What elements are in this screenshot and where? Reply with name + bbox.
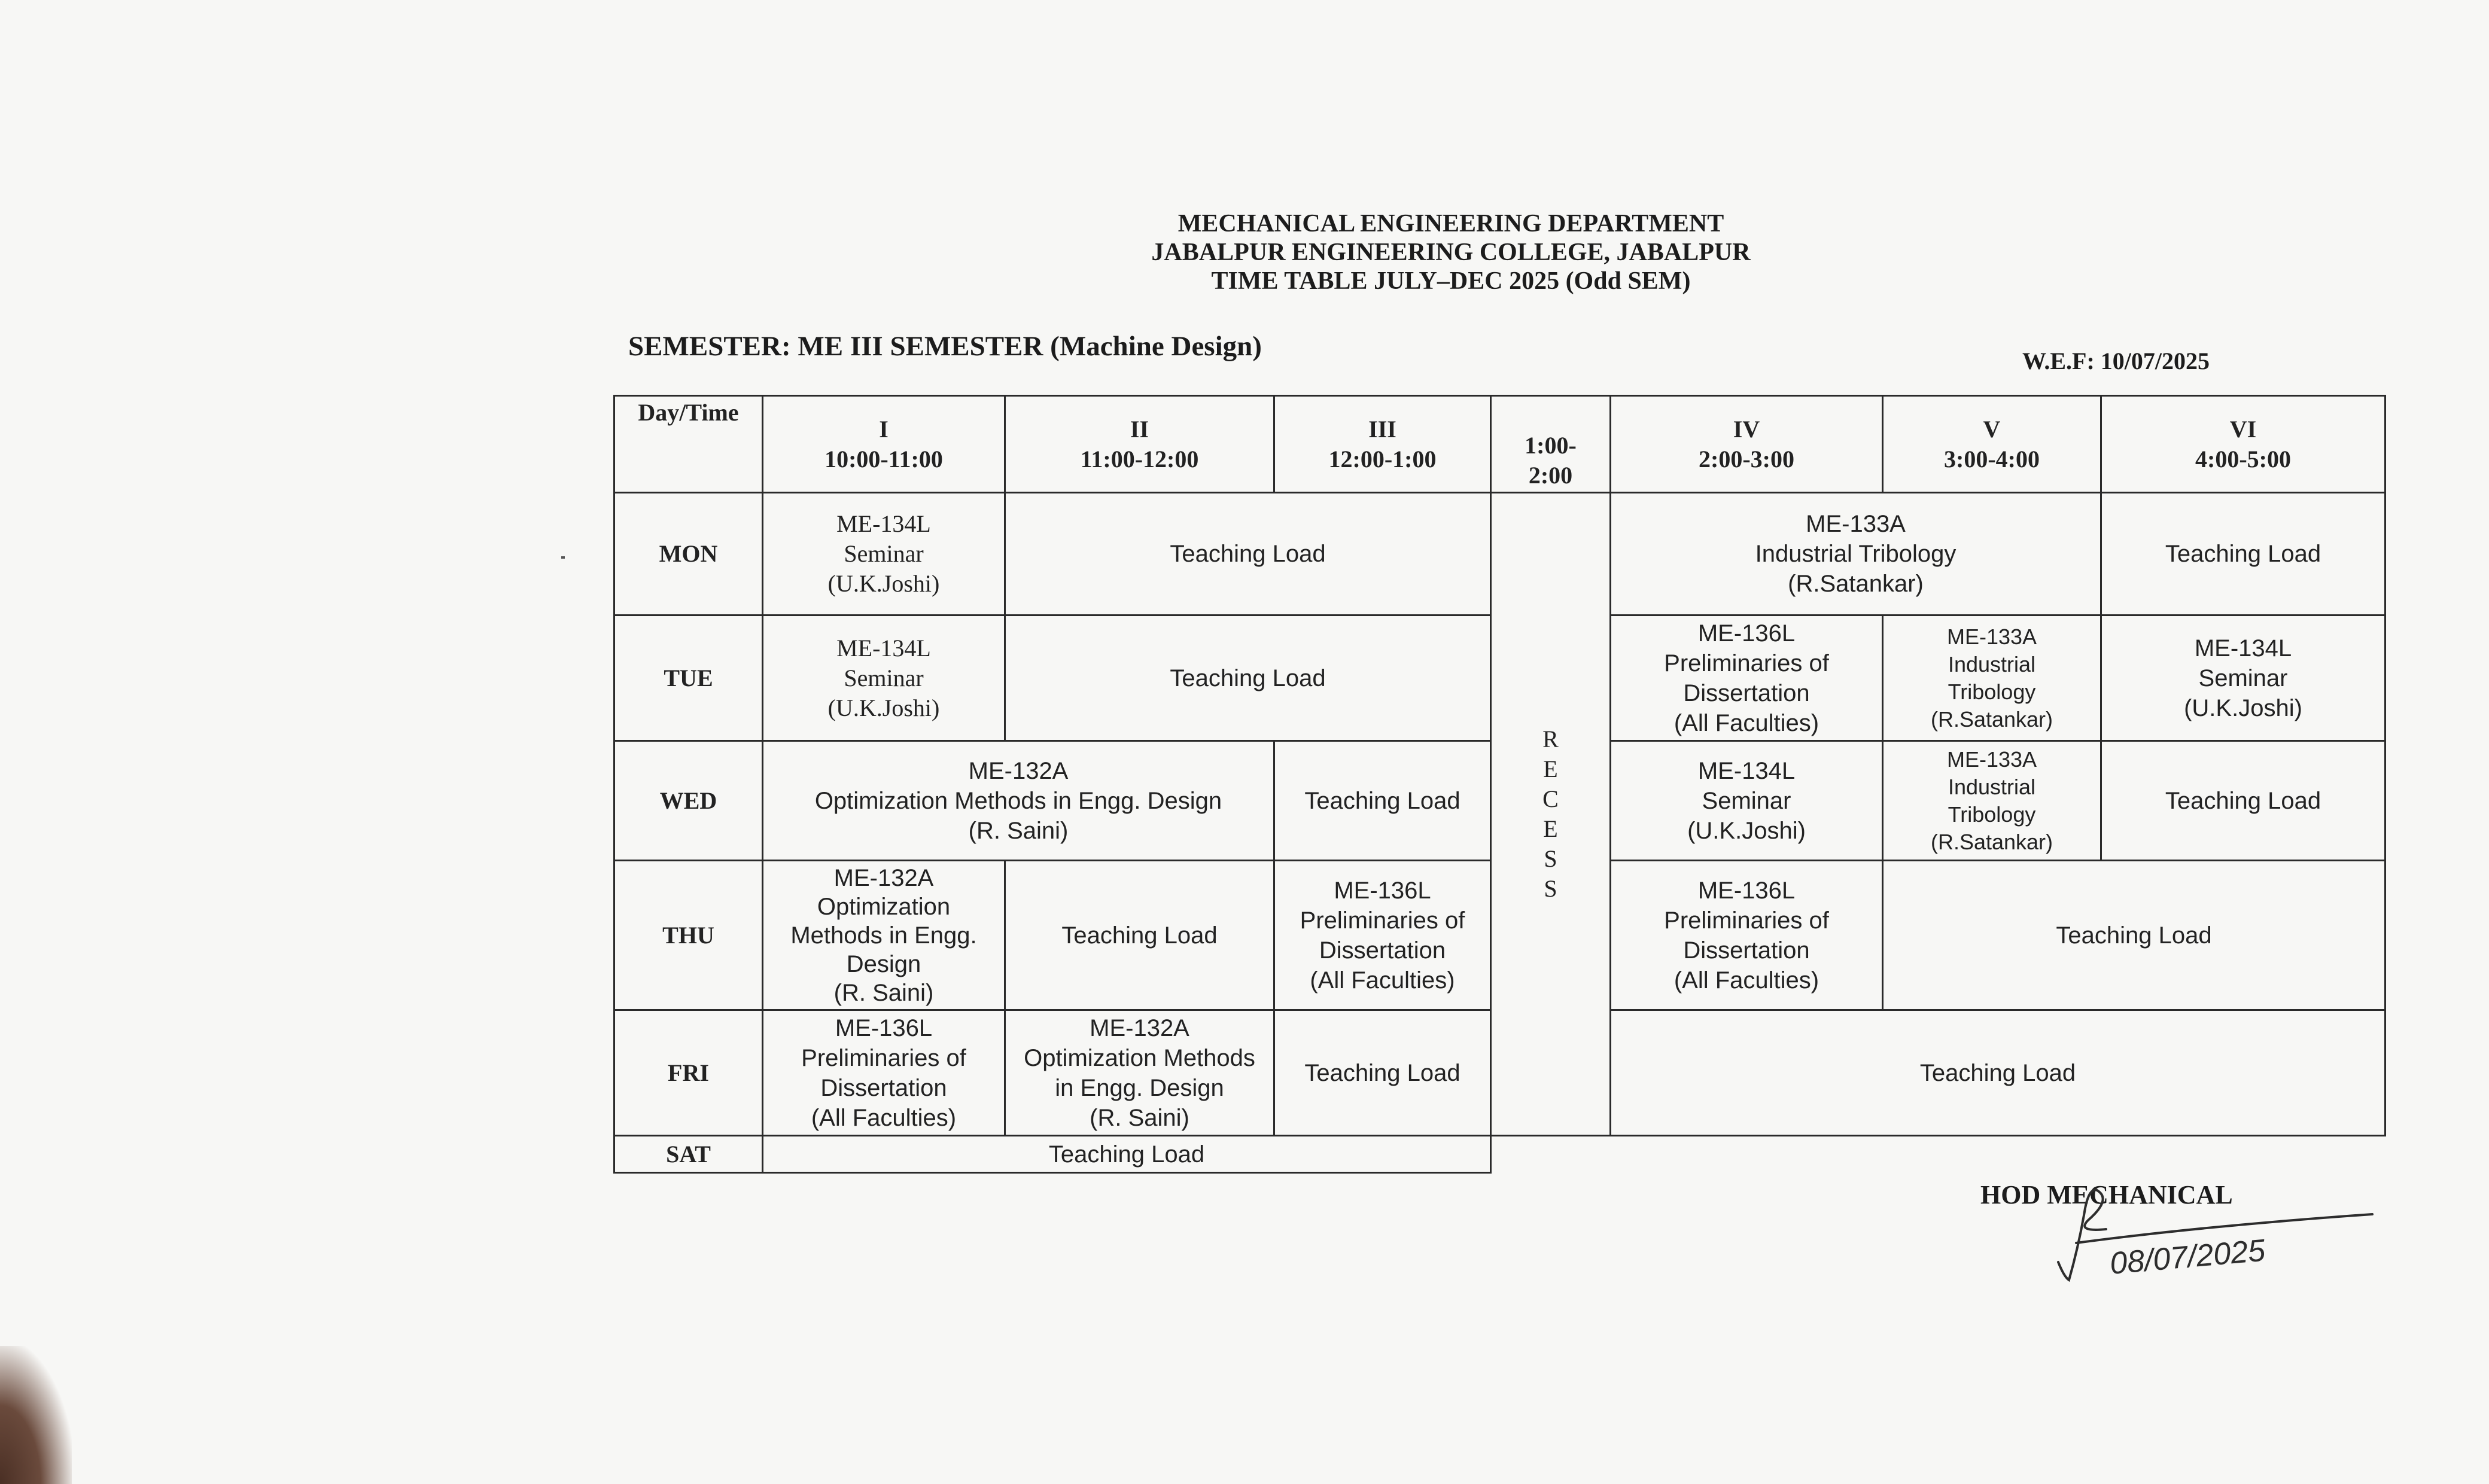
faculty: (R. Saini): [968, 817, 1069, 844]
day-label: TUE: [614, 615, 763, 741]
cell-thu-p5-p6: Teaching Load: [1883, 861, 2385, 1010]
cell-wed-p3: Teaching Load: [1274, 741, 1491, 861]
course-code: ME-136L: [1334, 877, 1431, 904]
course-title: Industrial: [1948, 651, 2036, 677]
course-title: Optimization Methods in Engg. Design: [814, 787, 1222, 814]
course-code: ME-134L: [1697, 757, 1796, 784]
course-code: ME-134L: [836, 634, 931, 662]
course-title: Industrial: [1948, 774, 2036, 799]
cell-mon-p4-p5: [1611, 493, 2101, 615]
course-code: ME-132A: [833, 864, 934, 891]
cell-fri-p2: [1005, 1010, 1274, 1136]
faculty: (U.K.Joshi): [827, 694, 940, 721]
cell-fri-p3: Teaching Load: [1274, 1010, 1491, 1136]
course-title: Dissertation: [1683, 937, 1810, 964]
faculty: (U.K.Joshi): [827, 570, 940, 597]
recess-time-start: 1:00-: [1525, 432, 1577, 459]
recess-column: [1491, 493, 1611, 1136]
course-code: ME-134L: [2194, 635, 2292, 662]
course-code: ME-133A: [1946, 746, 2037, 772]
faculty: (U.K.Joshi): [1687, 817, 1806, 844]
course-title: Seminar: [844, 664, 924, 691]
faculty: (R. Saini): [1090, 1104, 1189, 1131]
hod-title: HOD MECHANICAL: [1980, 1180, 2233, 1209]
cell-fri-p1: [763, 1010, 1005, 1136]
recess-letter: E: [1543, 815, 1558, 842]
empty-space: [1491, 1136, 2385, 1173]
header-period-6: [2101, 396, 2385, 493]
course-title: Seminar: [844, 540, 924, 567]
department-title: MECHANICAL ENGINEERING DEPARTMENT: [1177, 210, 1724, 237]
period-num: II: [1130, 415, 1149, 443]
day-label: THU: [614, 861, 763, 1010]
cell-tue-p6: [2101, 615, 2385, 741]
course-title: Dissertation: [820, 1074, 947, 1101]
course-code: ME-132A: [968, 757, 1069, 784]
faculty: (R. Saini): [833, 979, 934, 1006]
timetable: [613, 395, 2386, 1174]
cell-tue-p4: [1611, 615, 1883, 741]
period-time: 12:00-1:00: [1328, 445, 1437, 473]
faculty: (R.Satankar): [1930, 706, 2053, 732]
course-code: ME-134L: [836, 510, 931, 537]
header-daytime: Day/Time: [614, 396, 763, 493]
recess-letter: E: [1543, 755, 1558, 782]
cell-wed-p1-p2: [763, 741, 1274, 861]
header-period-5: [1883, 396, 2101, 493]
semester-label: SEMESTER: ME III SEMESTER (Machine Design): [628, 331, 1262, 362]
course-title: Seminar: [1702, 787, 1791, 814]
period-num: IV: [1733, 415, 1760, 443]
cell-thu-p4: [1611, 861, 1883, 1010]
header-row: [614, 396, 2385, 493]
cell-wed-p5: [1883, 741, 2101, 861]
document-header: [1017, 209, 1885, 295]
course-title: Optimization: [817, 893, 951, 920]
header-period-2: [1005, 396, 1274, 493]
course-code: ME-136L: [1697, 620, 1796, 647]
course-title: Preliminaries of: [801, 1044, 966, 1071]
course-title: Seminar: [2198, 665, 2288, 691]
row-sat: [614, 1136, 2385, 1173]
stray-mark: [561, 556, 565, 559]
recess-letter: R: [1542, 726, 1559, 752]
period-time: 11:00-12:00: [1080, 445, 1199, 473]
header-recess-time: [1491, 396, 1611, 493]
course-code: ME-136L: [835, 1014, 933, 1041]
day-label: FRI: [614, 1010, 763, 1136]
recess-time-end: 2:00: [1528, 462, 1573, 489]
course-title: Dissertation: [1319, 937, 1446, 964]
faculty: (All Faculties): [1310, 967, 1455, 994]
faculty: (All Faculties): [811, 1104, 957, 1131]
course-code: ME-133A: [1946, 624, 2037, 649]
course-title: Industrial Tribology: [1755, 541, 1956, 567]
cell-wed-p4: [1611, 741, 1883, 861]
college-title: JABALPUR ENGINEERING COLLEGE, JABALPUR: [1151, 239, 1751, 266]
course-title: Dissertation: [1683, 679, 1810, 706]
course-title: Preliminaries of: [1300, 907, 1465, 934]
course-title: Methods in Engg.: [790, 922, 977, 949]
course-title: Tribology: [1948, 679, 2036, 704]
cell-wed-p6: Teaching Load: [2101, 741, 2385, 861]
faculty: (U.K.Joshi): [2184, 694, 2302, 721]
recess-letter: S: [1544, 875, 1557, 902]
day-label: WED: [614, 741, 763, 861]
period-time: 4:00-5:00: [2195, 445, 2291, 473]
row-mon: [614, 493, 2385, 615]
cell-thu-p3: [1274, 861, 1491, 1010]
faculty: (R.Satankar): [1930, 829, 2053, 854]
cell-mon-p1: [763, 493, 1005, 615]
course-title: Tribology: [1948, 802, 2036, 827]
faculty: (All Faculties): [1673, 709, 1819, 736]
period-num: III: [1368, 415, 1396, 443]
cell-tue-p1: [763, 615, 1005, 741]
cell-thu-p2: Teaching Load: [1005, 861, 1274, 1010]
cell-fri-p4-p6: Teaching Load: [1611, 1010, 2385, 1136]
course-title: Preliminaries of: [1664, 907, 1829, 934]
signature-date: 08/07/2025: [2108, 1233, 2267, 1281]
period-time: 10:00-11:00: [824, 445, 943, 473]
cell-mon-p6: Teaching Load: [2101, 493, 2385, 615]
course-title: Preliminaries of: [1664, 650, 1829, 677]
period-num: V: [1983, 415, 2001, 443]
faculty: (All Faculties): [1673, 967, 1819, 994]
header-period-3: [1274, 396, 1491, 493]
day-label: SAT: [614, 1136, 763, 1173]
cell-thu-p1: [763, 861, 1005, 1010]
course-title: Design: [846, 950, 921, 977]
period-num: VI: [2229, 415, 2257, 443]
timetable-title: TIME TABLE JULY–DEC 2025 (Odd SEM): [1211, 267, 1691, 295]
recess-letter: S: [1544, 845, 1557, 872]
photo-edge-shadow: [0, 1346, 72, 1484]
cell-sat-p1-p3: Teaching Load: [763, 1136, 1491, 1173]
wef-date: W.E.F: 10/07/2025: [2022, 348, 2210, 374]
course-code: ME-132A: [1090, 1014, 1189, 1041]
faculty: (R.Satankar): [1788, 571, 1924, 597]
course-title: Optimization Methods: [1024, 1044, 1255, 1071]
cell-mon-p2-p3: Teaching Load: [1005, 493, 1491, 615]
course-code: ME-136L: [1697, 877, 1796, 904]
recess-letter: C: [1542, 785, 1559, 812]
hod-signature: [2022, 1172, 2381, 1304]
header-period-1: [763, 396, 1005, 493]
cell-tue-p5: [1883, 615, 2101, 741]
period-time: 2:00-3:00: [1699, 445, 1794, 473]
period-time: 3:00-4:00: [1944, 445, 2040, 473]
course-title: in Engg. Design: [1055, 1074, 1224, 1101]
day-label: MON: [614, 493, 763, 615]
header-period-4: [1611, 396, 1883, 493]
period-num: I: [879, 415, 889, 443]
course-code: ME-133A: [1806, 511, 1906, 537]
cell-tue-p2-p3: Teaching Load: [1005, 615, 1491, 741]
